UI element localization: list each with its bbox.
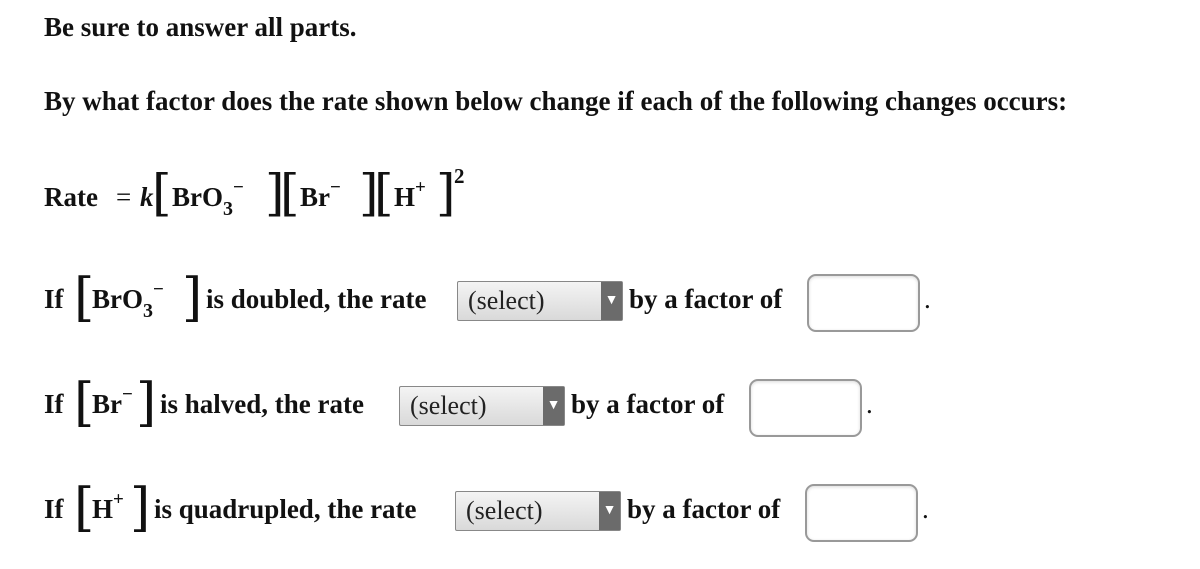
bro3-charge: − — [233, 177, 244, 198]
species-charge: + — [113, 489, 124, 510]
row-period: . — [866, 389, 873, 419]
h-charge: + — [415, 177, 426, 198]
select-label: (select) — [466, 496, 543, 525]
dropdown-arrow-icon: ▼ — [599, 492, 620, 530]
row-middle-text: is quadrupled, the rate — [154, 494, 417, 524]
factor-input[interactable] — [807, 274, 920, 332]
bracket-close: ] — [130, 478, 151, 538]
row-prefix: If — [44, 389, 64, 419]
species-base: H — [92, 494, 114, 524]
row-species — [92, 489, 124, 525]
row-species — [92, 279, 164, 322]
dropdown-arrow-icon: ▼ — [601, 282, 622, 320]
bracket-close: ] — [359, 164, 379, 222]
select-label: (select) — [468, 286, 545, 315]
rate-change-select[interactable] — [399, 386, 565, 426]
row-prefix: If — [44, 284, 64, 314]
bracket-close: ] — [136, 373, 157, 433]
row-middle-text: is halved, the rate — [160, 389, 364, 419]
species-charge: − — [153, 279, 164, 300]
dropdown-arrow-icon: ▼ — [543, 387, 564, 425]
species-charge: − — [122, 384, 133, 405]
br-charge: − — [330, 177, 341, 198]
bro3-species — [172, 177, 244, 220]
row-period: . — [924, 284, 931, 314]
bracket-open: [ — [74, 478, 95, 538]
row-middle-text: is doubled, the rate — [206, 284, 427, 314]
rate-exponent: 2 — [454, 164, 465, 188]
species-subscript: 3 — [143, 300, 153, 322]
bracket-close: ] — [265, 164, 285, 222]
h-base: H — [394, 182, 416, 212]
bracket-open: [ — [74, 373, 95, 433]
row-species — [92, 384, 133, 420]
rate-change-select[interactable] — [457, 281, 623, 321]
bracket-close: ] — [436, 164, 456, 222]
bracket-open: [ — [152, 164, 172, 222]
row-suffix-text: by a factor of — [629, 284, 783, 314]
species-base: Br — [92, 389, 122, 419]
bro3-base: BrO — [172, 182, 223, 212]
rate-change-select[interactable] — [455, 491, 621, 531]
bracket-open: [ — [74, 268, 95, 328]
rate-constant: k — [140, 182, 154, 212]
factor-input[interactable] — [749, 379, 862, 437]
bro3-subscript: 3 — [223, 198, 233, 220]
row-prefix: If — [44, 494, 64, 524]
br-species — [300, 177, 341, 213]
bracket-open: [ — [374, 164, 394, 222]
question-text: By what factor does the rate shown below change if each of the following changes occurs: — [44, 86, 1068, 116]
select-label: (select) — [410, 391, 487, 420]
species-base: BrO — [92, 284, 143, 314]
h-species — [394, 177, 426, 213]
bracket-close: ] — [182, 268, 203, 328]
rate-label: Rate — [44, 182, 98, 212]
row-period: . — [922, 494, 929, 524]
br-base: Br — [300, 182, 330, 212]
factor-input[interactable] — [805, 484, 918, 542]
equals-sign: = — [116, 182, 132, 212]
instruction-text: Be sure to answer all parts. — [44, 12, 357, 42]
row-suffix-text: by a factor of — [627, 494, 781, 524]
bracket-open: [ — [280, 164, 300, 222]
row-suffix-text: by a factor of — [571, 389, 725, 419]
